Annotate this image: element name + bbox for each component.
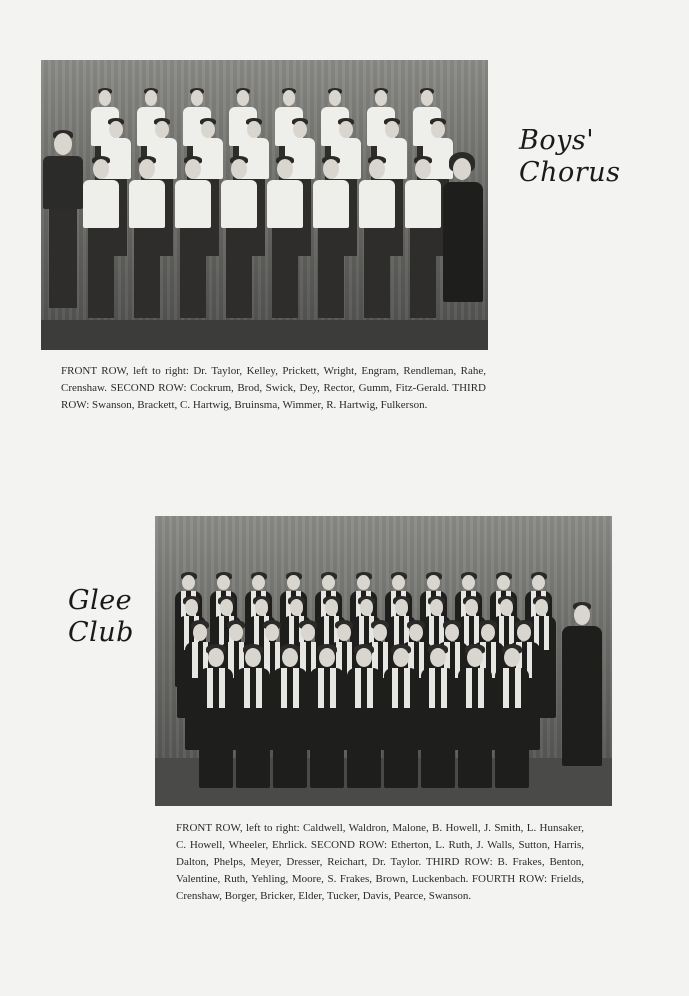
head-shape: [356, 648, 372, 667]
head-shape: [337, 624, 351, 641]
pants-shape: [134, 228, 160, 318]
shirt-shape: [313, 180, 349, 228]
head-shape: [185, 159, 201, 179]
pants-shape: [318, 228, 344, 318]
head-shape: [155, 121, 169, 138]
head-shape: [54, 133, 72, 155]
head-shape: [99, 90, 112, 106]
shirt-shape: [43, 156, 83, 209]
stole-shape: [355, 668, 361, 708]
head-shape: [497, 575, 510, 590]
boys-chorus-title-line2: Chorus: [519, 157, 621, 188]
robe-shape: [458, 668, 492, 788]
head-shape: [322, 575, 335, 590]
head-shape: [277, 159, 293, 179]
robe-shape: [273, 668, 307, 788]
stole-shape: [318, 668, 324, 708]
glee-member: [199, 644, 233, 806]
head-shape: [421, 90, 434, 106]
stole-shape: [244, 668, 250, 708]
head-shape: [290, 599, 304, 615]
chorus-member: [403, 156, 443, 350]
glee-member: [495, 644, 529, 806]
stole-shape: [515, 668, 521, 708]
shirt-shape: [405, 180, 441, 228]
head-shape: [369, 159, 385, 179]
head-shape: [185, 599, 199, 615]
head-shape: [208, 648, 224, 667]
head-shape: [481, 624, 495, 641]
robe-shape: [421, 668, 455, 788]
shirt-shape: [359, 180, 395, 228]
head-shape: [409, 624, 423, 641]
robe-shape: [199, 668, 233, 788]
robe-shape: [495, 668, 529, 788]
glee-member: [273, 644, 307, 806]
pants-shape: [226, 228, 252, 318]
boys-chorus-title-line1: Boys': [519, 125, 595, 156]
head-shape: [193, 624, 207, 641]
head-shape: [339, 121, 353, 138]
glee-member: [458, 644, 492, 806]
head-shape: [445, 624, 459, 641]
shirt-shape: [221, 180, 257, 228]
stole-shape: [256, 668, 262, 708]
head-shape: [325, 599, 339, 615]
glee-member: [347, 644, 381, 806]
head-shape: [283, 90, 296, 106]
chorus-member: [127, 156, 167, 350]
head-shape: [191, 90, 204, 106]
shirt-shape: [129, 180, 165, 228]
suit-shape: [562, 626, 602, 766]
stole-shape: [429, 668, 435, 708]
head-shape: [574, 605, 590, 625]
boys-chorus-caption: FRONT ROW, left to right: Dr. Taylor, Kelley, Prickett, Wright, Engram, Rendleman, Rahe, Crenshaw. SECOND ROW: Cockrum, Brod, Swick, Dey, Rector, Gumm, Fitz-Gerald. THIRD ROW: Swanson, Brackett, C. Hartwig, Bruinsma, Wimmer, R. Hartwig, Fulkerson.: [61, 365, 486, 411]
head-shape: [431, 121, 445, 138]
head-shape: [430, 599, 444, 615]
head-shape: [220, 599, 234, 615]
head-shape: [231, 159, 247, 179]
head-shape: [535, 599, 549, 615]
glee-member: [421, 644, 455, 806]
pants-shape: [49, 209, 78, 308]
shirt-shape: [267, 180, 303, 228]
chorus-member: [219, 156, 259, 350]
boys-chorus-title: [519, 125, 620, 189]
head-shape: [293, 121, 307, 138]
stole-shape: [281, 668, 287, 708]
dress-shape: [443, 182, 483, 302]
stole-shape: [503, 668, 509, 708]
stole-shape: [466, 668, 472, 708]
chorus-member: [265, 156, 305, 350]
head-shape: [182, 575, 195, 590]
head-shape: [532, 575, 545, 590]
stole-shape: [404, 668, 410, 708]
head-shape: [323, 159, 339, 179]
head-shape: [329, 90, 342, 106]
stole-shape: [544, 616, 549, 650]
head-shape: [517, 624, 531, 641]
shirt-shape: [83, 180, 119, 228]
stole-shape: [392, 668, 398, 708]
head-shape: [465, 599, 479, 615]
stole-shape: [207, 668, 213, 708]
head-shape: [145, 90, 158, 106]
stole-shape: [219, 668, 225, 708]
head-shape: [229, 624, 243, 641]
pants-shape: [410, 228, 436, 318]
glee-member: [236, 644, 270, 806]
chorus-member: [441, 152, 485, 332]
stole-shape: [441, 668, 447, 708]
stole-shape: [478, 668, 484, 708]
head-shape: [395, 599, 409, 615]
head-shape: [467, 648, 483, 667]
chorus-member: [41, 130, 85, 350]
head-shape: [500, 599, 514, 615]
head-shape: [247, 121, 261, 138]
pants-shape: [180, 228, 206, 318]
stole-shape: [293, 668, 299, 708]
head-shape: [139, 159, 155, 179]
robe-shape: [310, 668, 344, 788]
head-shape: [301, 624, 315, 641]
head-shape: [504, 648, 520, 667]
robe-shape: [347, 668, 381, 788]
head-shape: [462, 575, 475, 590]
head-shape: [201, 121, 215, 138]
head-shape: [252, 575, 265, 590]
glee-club-title-line1: Glee: [68, 585, 133, 616]
head-shape: [287, 575, 300, 590]
head-shape: [282, 648, 298, 667]
robe-shape: [236, 668, 270, 788]
glee-member: [384, 644, 418, 806]
pants-shape: [272, 228, 298, 318]
head-shape: [393, 648, 409, 667]
head-shape: [319, 648, 335, 667]
head-shape: [427, 575, 440, 590]
glee-director: [560, 602, 604, 772]
chorus-member: [81, 156, 121, 350]
head-shape: [373, 624, 387, 641]
chorus-member: [357, 156, 397, 350]
pants-shape: [364, 228, 390, 318]
head-shape: [415, 159, 431, 179]
head-shape: [217, 575, 230, 590]
head-shape: [245, 648, 261, 667]
glee-club-photo: [155, 516, 612, 806]
pants-shape: [88, 228, 114, 318]
glee-member: [310, 644, 344, 806]
chorus-member: [311, 156, 351, 350]
head-shape: [265, 624, 279, 641]
head-shape: [375, 90, 388, 106]
stole-shape: [367, 668, 373, 708]
head-shape: [453, 158, 471, 180]
robe-shape: [384, 668, 418, 788]
glee-club-title: [68, 585, 134, 649]
head-shape: [385, 121, 399, 138]
stole-shape: [192, 642, 197, 678]
head-shape: [109, 121, 123, 138]
chorus-member: [173, 156, 213, 350]
head-shape: [430, 648, 446, 667]
head-shape: [237, 90, 250, 106]
head-shape: [360, 599, 374, 615]
boys-chorus-photo: [41, 60, 488, 350]
glee-club-caption: FRONT ROW, left to right: Caldwell, Waldron, Malone, B. Howell, J. Smith, L. Hunsaker, C. Howell, Wheeler, Ehrlick. SECOND ROW: Etherton, L. Ruth, J. Walls, Sutton, Harris, Dalton, Phelps, Meyer, Dresser, Reichart, Dr. Taylor. THIRD ROW: B. Frakes, Benton, Valentine, Ruth, Yehling, Moore, S. Frakes, Brown, Luckenbach. FOURTH ROW: Frields, Crenshaw, Borger, Bricker, Elder, Tucker, Davis, Pearce, Swanson.: [176, 822, 584, 902]
head-shape: [255, 599, 269, 615]
glee-club-title-line2: Club: [68, 617, 134, 648]
head-shape: [357, 575, 370, 590]
head-shape: [392, 575, 405, 590]
stole-shape: [330, 668, 336, 708]
shirt-shape: [175, 180, 211, 228]
head-shape: [93, 159, 109, 179]
